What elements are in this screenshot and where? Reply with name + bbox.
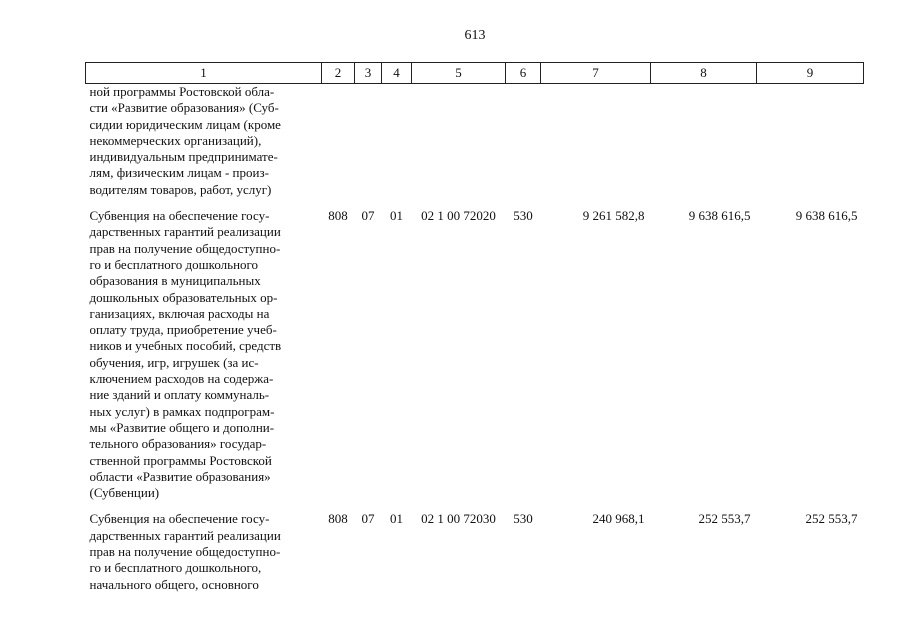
column-header-6: 6 — [506, 63, 541, 84]
amount-col9: 9 638 616,5 — [795, 208, 858, 224]
column-header-5: 5 — [412, 63, 506, 84]
column-header-4: 4 — [382, 63, 412, 84]
subsection-code: 01 — [390, 208, 403, 224]
target-article-code: 02 1 00 72020 — [421, 208, 496, 224]
amount-col7: 9 261 582,8 — [582, 208, 645, 224]
continuation-description: ной программы Ростовской обла- сти «Развитие образования» (Суб- сидии юридическим лицам (кроме некоммерческих организаций), индивидуальным предпринимате- лям, физическим лицам - произ- водителям товаров, работ, услуг) — [89, 84, 281, 197]
amount-col7: 240 968,1 — [592, 511, 645, 527]
column-header-3: 3 — [355, 63, 382, 84]
budget-table — [85, 62, 864, 593]
section-code: 07 — [361, 511, 375, 527]
table-row — [86, 198, 864, 501]
column-header-1: 1 — [86, 63, 322, 84]
row-description: Субвенция на обеспечение госу- дарственных гарантий реализации прав на получение общедоступно- го и бесплатного дошкольного образования в муниципальных дошкольных образовательных ор- ганизациях, включая расходы на оплату труда, приобретение учеб- ников и учебных пособий, средств обучения, игр, игрушек (за ис- ключением расходов на содержа- ние зданий и оплату коммуналь- ных услуг) в рамках подпрограм- мы «Развитие общего и дополни- тельного образования» государ- ственной программы Ростовской области «Развитие образования» (Субвенции) — [89, 208, 282, 501]
column-header-9: 9 — [757, 63, 864, 84]
amount-col8: 9 638 616,5 — [688, 208, 751, 224]
column-header-7: 7 — [541, 63, 651, 84]
expense-type-code: 530 — [513, 511, 533, 527]
expense-type-code: 530 — [513, 208, 533, 224]
target-article-code: 02 1 00 72030 — [421, 511, 496, 527]
amount-col9: 252 553,7 — [805, 511, 858, 527]
table-row-continuation — [86, 84, 864, 199]
amount-col8: 252 553,7 — [698, 511, 751, 527]
row-description: Субвенция на обеспечение госу- дарственных гарантий реализации прав на получение общедоступно- го и бесплатного дошкольного, начального общего, основного — [89, 511, 281, 592]
table-header-row — [86, 63, 864, 84]
column-header-8: 8 — [651, 63, 757, 84]
ministry-code: 808 — [328, 511, 348, 527]
ministry-code: 808 — [328, 208, 348, 224]
page-number: 613 — [464, 28, 486, 43]
section-code: 07 — [361, 208, 375, 224]
column-header-2: 2 — [322, 63, 355, 84]
table-row — [86, 501, 864, 592]
subsection-code: 01 — [390, 511, 403, 527]
